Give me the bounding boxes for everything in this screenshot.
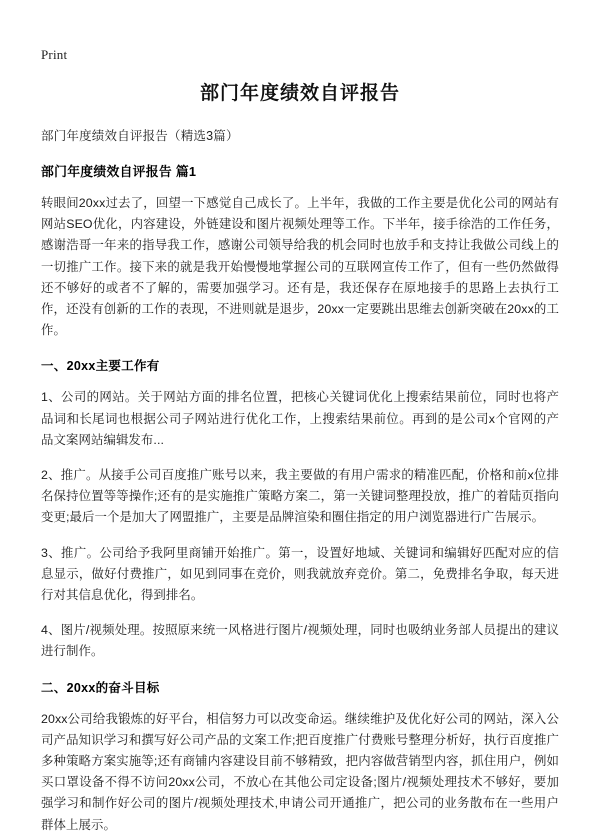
section-heading-1: 一、20xx主要工作有 — [41, 359, 160, 374]
section-heading-2: 二、20xx的奋斗目标 — [41, 680, 160, 695]
section-1-paragraph-2: 2、推广。从接手公司百度推广账号以来，我主要做的有用户需求的精准匹配，价格和前x位排名保持位置等等操作;还有的是实施推广策略方案二，第一关键词整理投放，推广的着陆页指向变更;最后一个是加大了网盟推广，主要是品牌渲染和圈住指定的用户浏览器进行广告展示。 — [41, 468, 559, 525]
document-subtitle: 部门年度绩效自评报告（精选3篇） — [41, 129, 239, 143]
section-2-paragraph-1: 20xx公司给我锻炼的好平台，相信努力可以改变命运。继续维护及优化好公司的网站，深入公司产品知识学习和撰写好公司产品的文案工作;把百度推广付费账号整理分析好，执行百度推广多种策略方案实施等;还有商铺内容建设目前不够精致，把内容做营销型内容，抓住用户，例如买口罩设备不得不访问20xx公司，不放心在其他公司定设备;图片/视频处理技术不够好，要加强学习和制作好公司的图片/视频处理技术,申请公司开通推广，把公司的业务散布在一些用户群体上展示。 — [41, 711, 559, 832]
intro-paragraph: 转眼间20xx过去了，回望一下感觉自己成长了。上半年，我做的工作主要是优化公司的网站有网站SEO优化，内容建设，外链建设和图片视频处理等工作。下半年，接手徐浩的工作任务，感谢浩哥一年来的指导我工作，感谢公司领导给我的机会同时也放手和支持让我做公司线上的一切推广工作。接下来的就是我开始慢慢地掌握公司的互联网宣传工作了，但有一些仍然做得还不够好的或者不了解的，需要加强学习。还有是，我还保存在原地接手的思路上去执行工作，还没有创新的工作的表现，不进则就是退步，20xx一定要跳出思维去创新突破在20xx的工作。 — [41, 196, 559, 338]
section-1-paragraph-3: 3、推广。公司给予我阿里商铺开始推广。第一，设置好地域、关键词和编辑好匹配对应的信息显示，做好付费推广，如见到同事在竞价，则我就放弃竞价。第二，免费排名争取，每天进行对其信息优化，得到排名。 — [41, 545, 559, 603]
page-title: 部门年度绩效自评报告 — [199, 83, 400, 104]
document-body — [41, 76, 559, 836]
print-header-label: Print — [41, 47, 68, 62]
chapter-heading: 部门年度绩效自评报告 篇1 — [41, 164, 197, 179]
section-1-paragraph-1: 1、公司的网站。关于网站方面的排名位置，把核心关键词优化上搜索结果前位，同时也将产品词和长尾词也根据公司子网站进行优化工作，上搜索结果前位。再到的是公司x个官网的产品文案网站编辑发布... — [41, 390, 559, 447]
section-1-paragraph-4: 4、图片/视频处理。按照原来统一风格进行图片/视频处理，同时也吸纳业务部人员提出的建议进行制作。 — [41, 623, 559, 659]
